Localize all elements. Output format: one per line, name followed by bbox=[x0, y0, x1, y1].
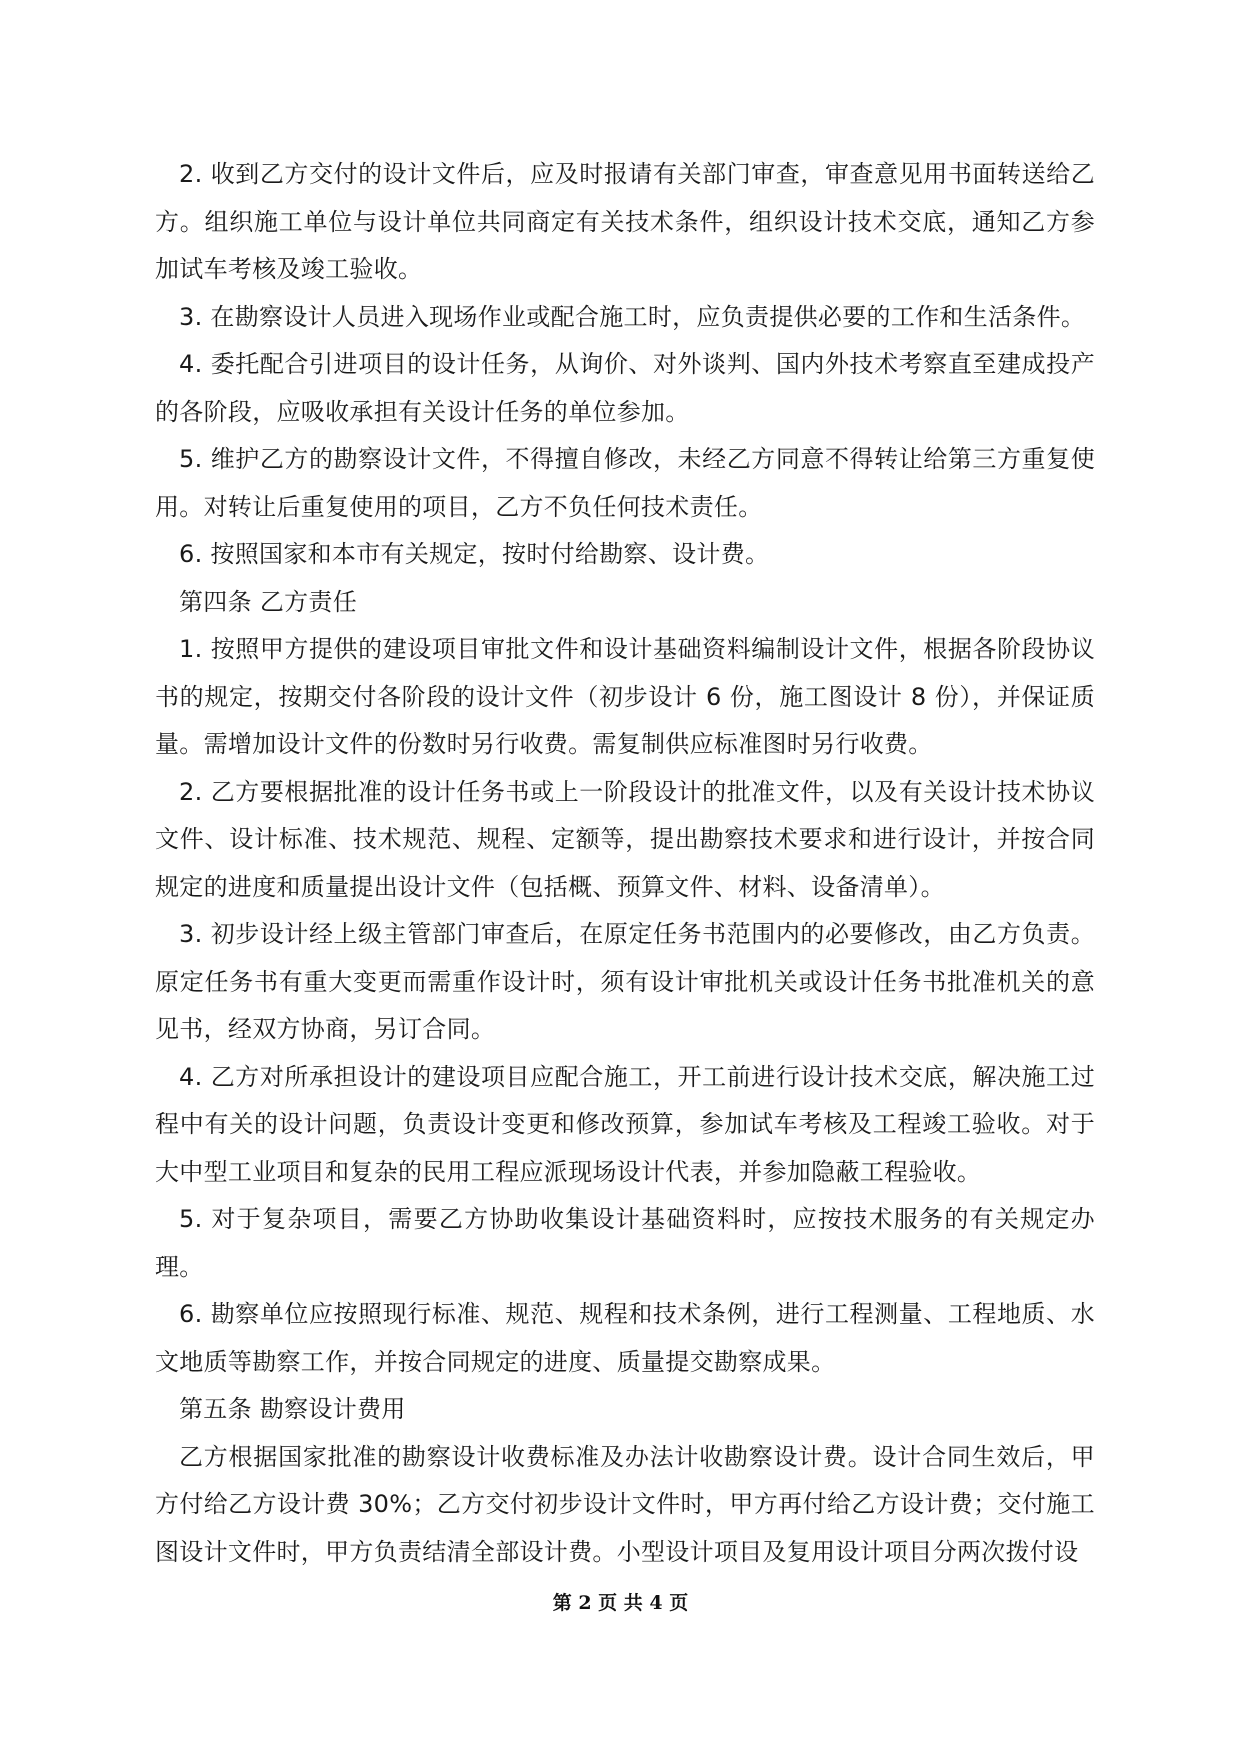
clause-paragraph: 3. 在勘察设计人员进入现场作业或配合施工时，应负责提供必要的工作和生活条件。 bbox=[179, 302, 1086, 331]
clause-paragraph: 3. 初步设计经上级主管部门审查后，在原定任务书范围内的必要修改，由乙方负责。原定任务书有重大变更而需重作设计时，须有设计审批机关或设计任务书批准机关的意见书，经双方协商，另订合同。 bbox=[155, 920, 1095, 1043]
page-number-footer: 第 2 页 共 4 页 bbox=[552, 1592, 689, 1614]
article-heading: 第四条 乙方责任 bbox=[179, 587, 358, 616]
clause-paragraph: 4. 委托配合引进项目的设计任务，从询价、对外谈判、国内外技术考察直至建成投产的各阶段，应吸收承担有关设计任务的单位参加。 bbox=[155, 350, 1095, 426]
clause-paragraph: 6. 勘察单位应按照现行标准、规范、规程和技术条例，进行工程测量、工程地质、水文地质等勘察工作，并按合同规定的进度、质量提交勘察成果。 bbox=[155, 1300, 1095, 1376]
clause-paragraph: 2. 收到乙方交付的设计文件后，应及时报请有关部门审查，审查意见用书面转送给乙方。组织施工单位与设计单位共同商定有关技术条件，组织设计技术交底，通知乙方参加试车考核及竣工验收。 bbox=[155, 160, 1095, 283]
clause-paragraph: 4. 乙方对所承担设计的建设项目应配合施工，开工前进行设计技术交底，解决施工过程中有关的设计问题，负责设计变更和修改预算，参加试车考核及工程竣工验收。对于大中型工业项目和复杂的民用工程应派现场设计代表，并参加隐蔽工程验收。 bbox=[155, 1062, 1095, 1186]
clause-paragraph: 1. 按照甲方提供的建设项目审批文件和设计基础资料编制设计文件，根据各阶段协议书的规定，按期交付各阶段的设计文件（初步设计 6 份，施工图设计 8 份），并保证质量。需增加设计文件的份数时另行收费。需复制供应标准图时另行收费。 bbox=[155, 635, 1095, 758]
article-heading: 第五条 勘察设计费用 bbox=[179, 1395, 406, 1423]
clause-paragraph: 5. 维护乙方的勘察设计文件，不得擅自修改，未经乙方同意不得转让给第三方重复使用。对转让后重复使用的项目，乙方不负任何技术责任。 bbox=[155, 445, 1095, 521]
document-body bbox=[155, 151, 1095, 1576]
clause-paragraph: 2. 乙方要根据批准的设计任务书或上一阶段设计的批准文件，以及有关设计技术协议文件、设计标准、技术规范、规程、定额等，提出勘察技术要求和进行设计，并按合同规定的进度和质量提出设计文件（包括概、预算文件、材料、设备清单）。 bbox=[155, 777, 1095, 901]
clause-paragraph: 5. 对于复杂项目，需要乙方协助收集设计基础资料时，应按技术服务的有关规定办理。 bbox=[155, 1205, 1095, 1281]
clause-paragraph: 乙方根据国家批准的勘察设计收费标准及办法计收勘察设计费。设计合同生效后，甲方付给乙方设计费 30%；乙方交付初步设计文件时，甲方再付给乙方设计费；交付施工图设计文件时，甲方负责结清全部设计费。小型设计项目及复用设计项目分两次拨付设 bbox=[155, 1442, 1095, 1566]
clause-paragraph: 6. 按照国家和本市有关规定，按时付给勘察、设计费。 bbox=[179, 540, 770, 568]
